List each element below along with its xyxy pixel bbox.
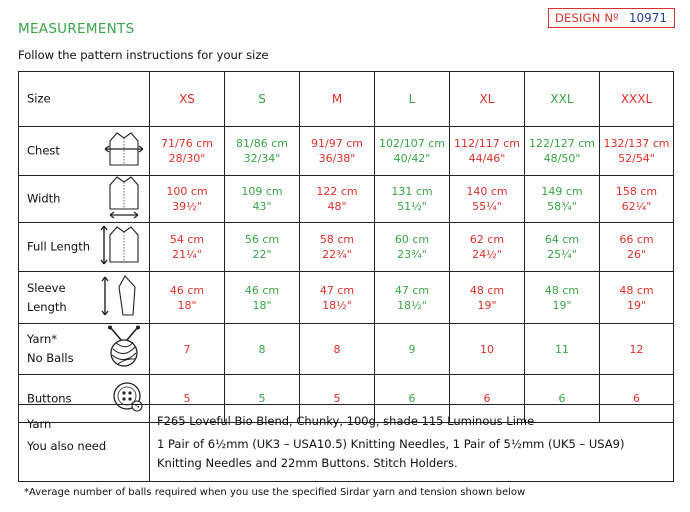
value-text: 46 cm [244,283,280,297]
value-cell-xxl [525,324,600,375]
value-text: 6 [408,392,416,405]
measurements-table [18,71,674,423]
value-text: 6 [633,392,640,405]
value-cell-xl [450,176,525,223]
value-text: 7 [183,342,191,356]
value-text: 6 [483,392,491,405]
value-text: 66 cm [619,233,654,246]
value-text: 48 cm [469,283,505,297]
value-text: 149 cm [541,185,583,198]
design-number: 10971 [628,11,667,25]
size-row [19,72,674,127]
value-text: 6 [558,392,566,405]
row-label: Yarn* No Balls [27,332,74,365]
value-text: 21¼" [172,248,202,261]
value-cell-l [375,127,450,176]
value-text: 131 cm [391,185,433,198]
value-cell-l [375,324,450,375]
value-text: 26" [626,248,647,261]
sleeve-length-icon [99,273,145,323]
intro-text: Follow the pattern instructions for your size [18,48,269,62]
row-label: Sleeve Length [27,280,67,314]
sweater-chest-icon [103,129,145,173]
value-cell-xs [150,176,225,223]
value-text: 12 [629,342,644,356]
value-text: 71/76 cm [161,137,213,150]
materials-details [150,405,674,482]
materials-labels [19,405,150,482]
value-cell-xs [150,127,225,176]
row-chest [19,127,674,176]
also-need-text: 1 Pair of 6½mm (UK3 – USA10.5) Knitting Needles, 1 Pair of 5½mm (UK5 – USA9) Knitting Needles and 22mm Buttons. Stitch Holders. [157,437,625,470]
value-text: 132/137 cm [603,137,670,150]
value-text: 48 cm [619,283,654,297]
row-label: Width [27,191,61,206]
row-label-cell [19,272,150,324]
value-text: 19" [626,298,647,312]
design-number-box [548,8,675,28]
value-text: 158 cm [615,185,658,198]
value-text: 48 cm [544,283,580,297]
value-cell-xxl [525,176,600,223]
value-text: 47 cm [394,283,430,297]
value-cell-xxxl [600,127,674,176]
value-text: 100 cm [166,185,208,198]
size-header-l: L [375,72,450,127]
value-cell-xl [450,324,525,375]
value-text: 62 cm [469,233,505,246]
value-text: 19" [477,298,497,312]
value-cell-s [225,127,300,176]
value-cell-l [375,223,450,272]
value-cell-m [300,127,375,176]
yarn-ball-icon [103,325,145,373]
yarn-label: Yarn [27,417,52,431]
value-text: 48/50" [543,152,581,165]
value-cell-xxxl [600,176,674,223]
footnote: *Average number of balls required when you use the specified Sirdar yarn and tension shown below [24,487,526,498]
value-cell-xxxl [600,324,674,375]
value-text: 81/86 cm [236,137,288,150]
value-cell-xs [150,324,225,375]
value-text: 122/127 cm [529,137,595,150]
value-text: 109 cm [241,185,283,198]
sweater-width-icon [103,175,145,223]
value-text: 55¼" [472,200,502,213]
value-text: 8 [333,342,341,356]
value-cell-s [225,324,300,375]
value-cell-xxl [525,127,600,176]
also-need-label: You also need [27,439,107,453]
size-header-xxl: XXL [525,72,600,127]
value-text: 58¾" [547,200,577,213]
value-text: 5 [183,392,191,405]
value-text: 112/117 cm [454,137,520,150]
value-text: 23¾" [397,248,427,261]
size-header-m: M [300,72,375,127]
value-text: 18" [177,298,197,312]
value-text: 140 cm [466,185,508,198]
value-text: 25¼" [547,248,577,261]
value-text: 43" [252,200,272,213]
value-text: 5 [333,392,341,405]
value-cell-xxl [525,223,600,272]
size-label: Size [27,91,51,106]
value-text: 60 cm [394,233,430,246]
row-full-length [19,223,674,272]
value-text: 44/46" [468,152,506,165]
value-text: 62¼" [621,200,652,213]
size-header-xl: XL [450,72,525,127]
value-text: 10 [480,342,494,356]
value-cell-m [300,272,375,324]
value-text: 11 [555,342,569,356]
materials-table [18,404,674,482]
value-text: 39½" [172,200,202,213]
value-text: 36/38" [318,152,356,165]
value-cell-xxxl [600,223,674,272]
value-text: 9 [408,342,416,356]
value-cell-m [300,324,375,375]
sweater-length-icon [99,222,145,272]
value-text: 18" [252,298,272,312]
row-width [19,176,674,223]
row-label-cell [19,176,150,223]
value-cell-xl [450,272,525,324]
value-text: 8 [258,342,266,356]
value-text: 58 cm [319,233,355,246]
value-text: 18½" [397,298,427,312]
value-cell-s [225,223,300,272]
value-text: 22¾" [322,248,352,261]
size-header-xs: XS [150,72,225,127]
value-cell-l [375,176,450,223]
value-text: 22" [252,248,272,261]
value-cell-s [225,272,300,324]
value-cell-xs [150,223,225,272]
value-text: 19" [552,298,572,312]
row-label-cell [19,223,150,272]
value-text: 91/97 cm [311,137,363,150]
value-cell-m [300,176,375,223]
value-cell-xl [450,223,525,272]
row-label: Full Length [27,239,90,254]
row-label: Buttons [27,391,72,405]
value-text: 32/34" [243,152,281,165]
row-label-cell [19,324,150,375]
value-cell-xs [150,272,225,324]
size-label-cell [19,72,150,127]
value-text: 102/107 cm [379,137,445,150]
value-text: 47 cm [319,283,355,297]
row-yarn-no-balls [19,324,674,375]
value-cell-l [375,272,450,324]
value-text: 18½" [322,298,352,312]
value-text: 51½" [397,200,427,213]
value-text: 5 [258,392,266,405]
yarn-text: F265 Loveful Bio Blend, Chunky, 100g, shade 115 Luminous Lime [157,414,535,428]
row-label-cell [19,127,150,176]
value-text: 40/42" [393,152,431,165]
value-cell-s [225,176,300,223]
value-cell-xl [450,127,525,176]
size-header-s: S [225,72,300,127]
value-cell-xxl [525,272,600,324]
size-header-xxxl: XXXL [600,72,674,127]
value-cell-xxxl [600,272,674,324]
value-text: 56 cm [244,233,280,246]
value-text: 52/54" [618,152,655,165]
page-heading: MEASUREMENTS [18,21,135,37]
value-text: 64 cm [544,233,580,246]
value-text: 28/30" [168,152,206,165]
row-label: Chest [27,143,60,158]
value-text: 48" [327,200,347,213]
value-cell-m [300,223,375,272]
value-text: 54 cm [169,233,205,246]
row-sleeve-length [19,272,674,324]
value-text: 46 cm [169,283,205,297]
value-text: 122 cm [316,185,358,198]
design-label: DESIGN Nº [555,11,619,25]
value-text: 24½" [472,248,502,261]
